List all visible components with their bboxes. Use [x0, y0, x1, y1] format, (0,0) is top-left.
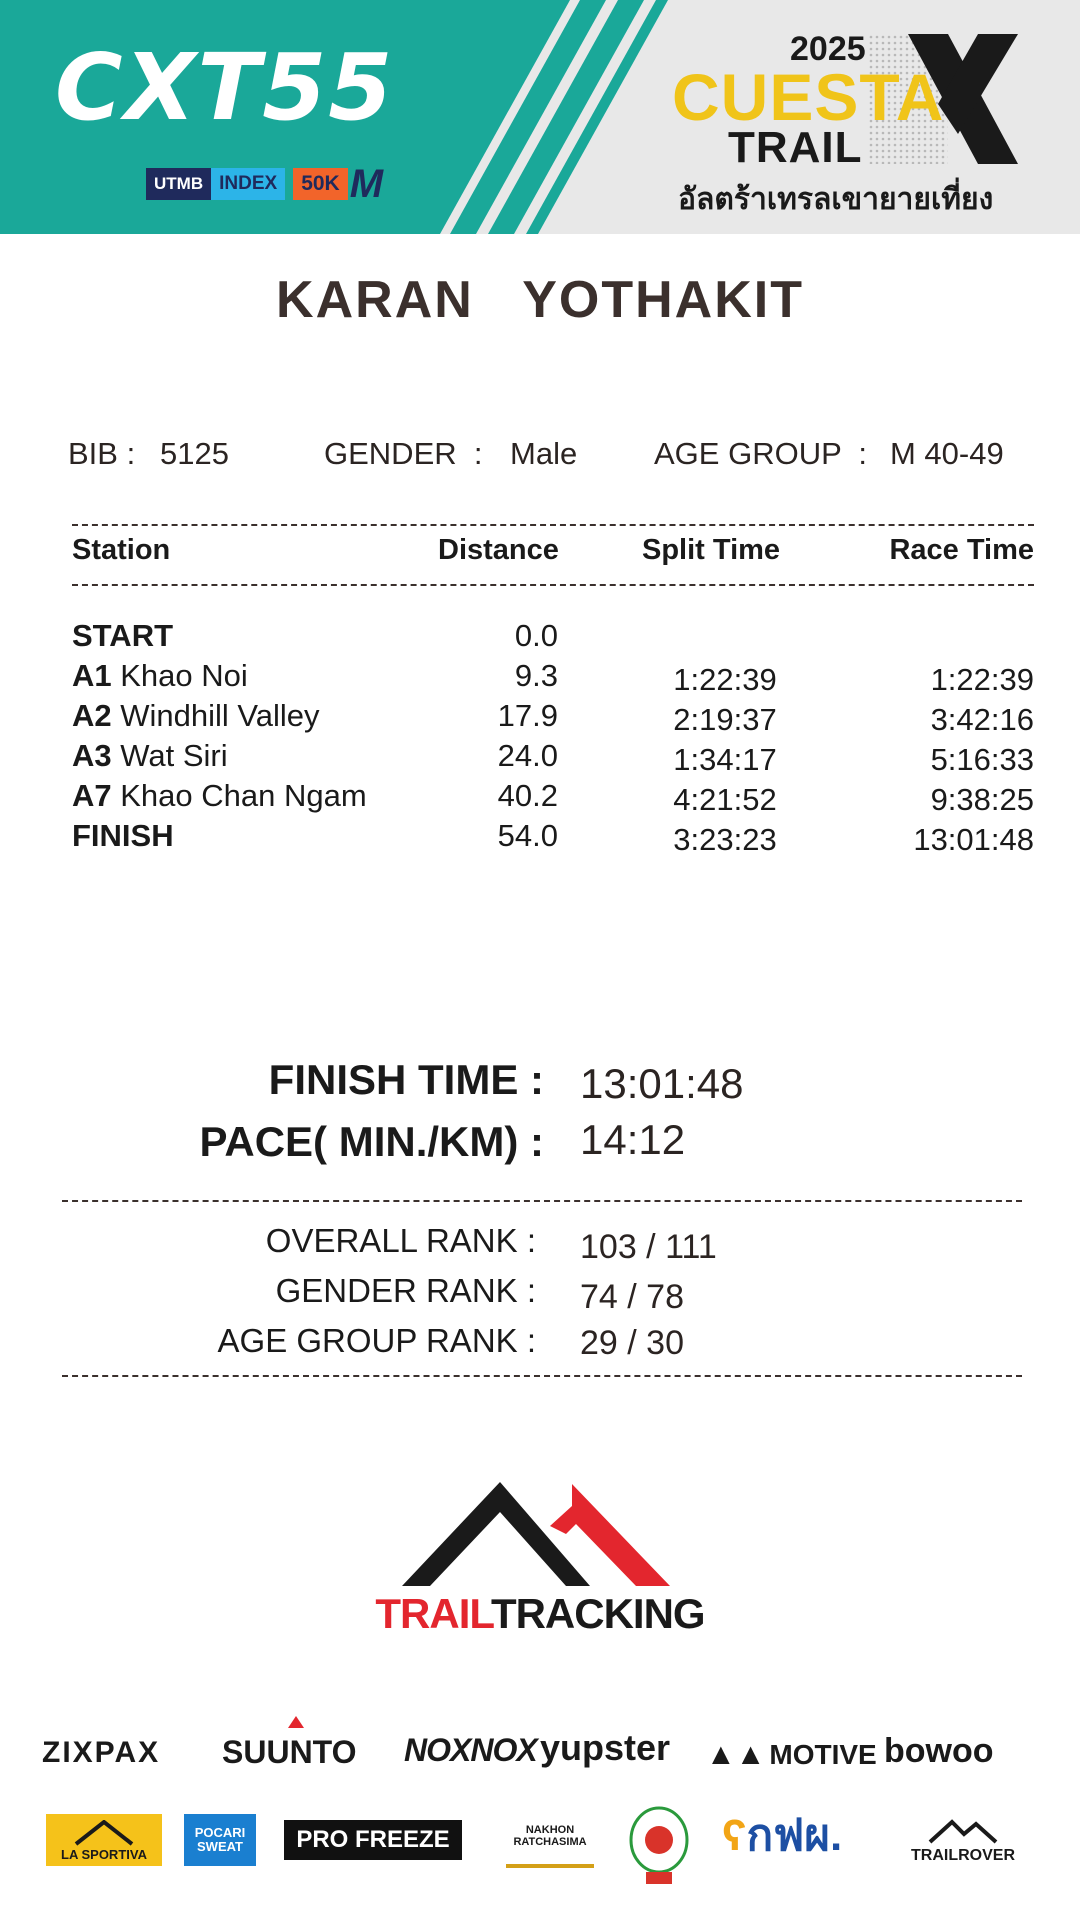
motive-text: MOTIVE [769, 1739, 877, 1770]
sponsor-lasportiva-logo [46, 1814, 162, 1866]
sponsor-yupster-logo: yupster [540, 1727, 671, 1768]
race-time: 9:38:25 [930, 782, 1034, 817]
station-name: Wat Siri [111, 738, 228, 773]
distance-badge: 50K [293, 168, 348, 200]
age-group-rank-label: AGE GROUP RANK : [217, 1322, 536, 1359]
split-time: 1:22:39 [673, 662, 777, 697]
table-row [0, 618, 1080, 658]
sponsor-suunto-logo [222, 1736, 357, 1768]
race-time: 5:16:33 [930, 742, 1034, 777]
table-row [0, 738, 1080, 778]
header-race-time: Race Time [889, 534, 1034, 566]
wordmark-trail: TRAIL [375, 1590, 491, 1637]
event-year: 2025 [790, 30, 866, 68]
event-badges [146, 162, 384, 206]
egat-mark-icon: ʕ [722, 1811, 747, 1860]
station-distance: 24.0 [497, 738, 558, 773]
suunto-text: SUUNTO [222, 1734, 357, 1770]
age-group-label: AGE GROUP : [654, 436, 868, 471]
gender-value: Male [510, 436, 578, 471]
pace-value: 14:12 [580, 1116, 686, 1163]
race-time: 1:22:39 [930, 662, 1034, 697]
sponsor-profreeze-logo: PRO FREEZE [284, 1820, 462, 1860]
brand-thai: อัลตร้าเทรลเขายายเที่ยง [678, 183, 994, 216]
sponsor-egat-logo [722, 1811, 843, 1860]
trailrover-text: TRAILROVER [911, 1847, 1015, 1864]
wordmark-tracking: TRACKING [490, 1590, 705, 1637]
mountain-icon [928, 1818, 998, 1844]
sponsor-noxnox-logo: NOXNOX [404, 1732, 537, 1768]
sponsor-bowoo-logo: bowoo [884, 1732, 994, 1770]
station-name: Khao Noi [111, 658, 248, 693]
lasportiva-text: LA SPORTIVA [61, 1847, 147, 1862]
race-time: 3:42:16 [930, 702, 1034, 737]
station-distance: 9.3 [514, 658, 558, 693]
station-name: Windhill Valley [111, 698, 320, 733]
station-distance: 0.0 [514, 618, 558, 653]
header-split-time: Split Time [642, 534, 781, 566]
sponsor-nakhon-logo: NAKHON RATCHASIMA [506, 1808, 594, 1868]
divider [72, 524, 1034, 526]
trailtracking-mountain-icon [380, 1478, 700, 1588]
split-time: 1:34:17 [673, 742, 777, 777]
runner-name: KARAN YOTHAKIT [276, 271, 804, 329]
pace-label: PACE( MIN./KM) : [199, 1118, 544, 1165]
station-distance: 40.2 [497, 778, 558, 813]
table-row [0, 778, 1080, 818]
cuesta-trail-logo [672, 30, 1032, 220]
split-time: 4:21:52 [673, 782, 777, 817]
station-code: A2 [72, 698, 112, 733]
table-row [0, 818, 1080, 858]
station-code: A3 [72, 738, 112, 773]
gender-rank-label: GENDER RANK : [275, 1272, 536, 1309]
sponsor-trailrover-logo [910, 1818, 1016, 1864]
split-time: 3:23:23 [673, 822, 777, 857]
table-row [0, 698, 1080, 738]
trailtracking-wordmark [0, 1590, 1080, 1638]
station-code: A1 [72, 658, 112, 693]
race-time: 13:01:48 [913, 822, 1034, 857]
sponsor-zixpax-logo: ZIXPAX [42, 1736, 161, 1769]
index-badge: INDEX [211, 168, 285, 200]
provincial-seal-icon [626, 1804, 692, 1886]
overall-rank-label: OVERALL RANK : [265, 1222, 536, 1259]
divider [62, 1375, 1022, 1377]
brand-line-1: CUESTA [672, 60, 945, 134]
mountain-icon [74, 1820, 134, 1846]
header-station: Station [72, 534, 171, 566]
station-distance: 54.0 [497, 818, 558, 853]
header-distance: Distance [438, 534, 559, 566]
station-code: FINISH [72, 818, 174, 853]
station-code: A7 [72, 778, 112, 813]
finish-time-value: 13:01:48 [580, 1060, 744, 1107]
divider [62, 1200, 1022, 1202]
bib-value: 5125 [160, 436, 229, 471]
overall-rank-value: 103 / 111 [580, 1228, 717, 1266]
utmb-badge: UTMB [146, 168, 211, 200]
suunto-triangle-icon [288, 1716, 304, 1728]
brand-line-2: TRAIL [728, 123, 863, 172]
split-time: 2:19:37 [673, 702, 777, 737]
header-banner [0, 0, 1080, 234]
gender-label: GENDER : [324, 436, 483, 471]
event-logo: CXT55 [55, 34, 395, 141]
divider [72, 584, 1034, 586]
bib-label: BIB : [68, 436, 136, 471]
motive-mark-icon: ▲▲ [706, 1738, 766, 1771]
age-group-rank-value: 29 / 30 [580, 1324, 684, 1362]
category-badge: M [349, 162, 384, 206]
station-code: START [72, 618, 174, 653]
sponsor-pocari-logo: POCARI SWEAT [184, 1814, 256, 1866]
station-name: Khao Chan Ngam [111, 778, 367, 813]
egat-text: กฟผ. [746, 1811, 843, 1860]
finish-time-label: FINISH TIME : [268, 1056, 544, 1103]
gender-rank-value: 74 / 78 [580, 1278, 684, 1316]
station-distance: 17.9 [497, 698, 558, 733]
age-group-value: M 40-49 [890, 436, 1004, 471]
sponsor-motive-logo [706, 1740, 877, 1770]
table-row [0, 658, 1080, 698]
